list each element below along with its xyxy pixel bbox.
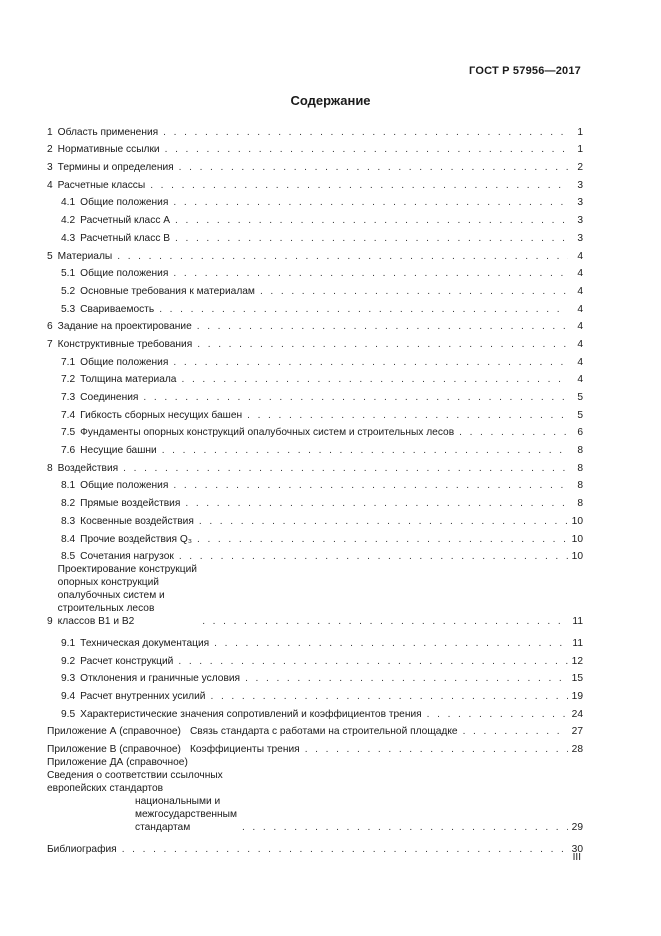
toc-number: 2 [47,144,53,156]
dot-leader [173,196,568,209]
toc-title: Расчет конструкций [80,655,174,667]
toc-number: 9 [47,616,53,628]
dot-leader [427,708,568,721]
dot-leader [173,267,568,280]
toc-entry[interactable] [47,227,583,245]
toc-entry[interactable] [47,209,583,227]
dot-leader [214,637,568,650]
toc-title: Техническая документация [80,637,210,649]
dot-leader [247,409,568,422]
toc-title: Расчет внутренних усилий [80,690,206,702]
toc-title: Общие положения [80,268,169,280]
toc-number: 8.1 [61,480,76,492]
toc-entry[interactable] [47,632,583,650]
toc-page: 1 [577,126,583,138]
toc-entry[interactable] [47,263,583,281]
toc-title-line2: классов В1 и В2 [57,616,135,628]
appendix-label: Приложение В (справочное) [47,744,181,755]
toc-page: 29 [571,822,583,833]
toc-number: 4 [47,179,53,191]
toc-page: 24 [571,708,583,720]
toc-page: 11 [572,616,583,628]
toc-page: 8 [577,445,583,457]
toc-number: 5.1 [61,268,76,280]
dot-leader [199,515,568,528]
toc-entry[interactable] [47,333,583,351]
toc-page: 3 [577,179,583,191]
appendix-label: Приложение А (справочное) [47,726,181,738]
toc-page: 4 [577,321,583,333]
toc-entry[interactable] [47,475,583,493]
toc-title: Прочие воздействия Q₃ [80,533,192,545]
toc-entry[interactable] [47,404,583,422]
toc-number: 5.2 [61,285,76,297]
toc-number: 7.5 [61,427,76,439]
dot-leader [165,143,568,156]
toc-page: 19 [571,690,583,702]
toc-entry[interactable] [47,528,583,546]
toc-number: 9.4 [61,690,76,702]
toc-entry[interactable] [47,156,583,174]
toc-title: Конструктивные требования [57,338,193,350]
toc-title: Нормативные ссылки [57,144,160,156]
dot-leader [179,161,568,174]
toc-number: 9.1 [61,637,76,649]
toc-page: 8 [577,480,583,492]
toc-page: 3 [577,232,583,244]
toc-title: Расчетные классы [57,179,146,191]
toc-page: 5 [577,392,583,403]
standard-designation: ГОСТ Р 57956—2017 [469,65,581,77]
dot-leader [245,672,568,685]
toc-title: Гибкость сборных несущих башен [80,409,243,421]
toc-title-line1-text: Сведения о соответствии ссылочных европейских стандартов [47,770,223,794]
toc-entry-appendix[interactable] [47,721,583,739]
toc-page: 5 [577,409,583,421]
dot-leader [163,126,568,139]
dot-leader [459,426,568,439]
dot-leader [123,462,568,475]
dot-leader [305,743,568,756]
toc-page: 4 [577,303,583,315]
toc-title: Термины и определения [57,162,174,174]
dot-leader [162,444,568,457]
toc-title-line2: национальными и межгосударственным стандартам [135,796,237,833]
dot-leader [179,550,568,563]
toc-entry[interactable] [47,685,583,703]
toc-title: Отклонения и граничные условия [80,673,241,685]
toc-page: 10 [571,551,583,563]
toc-entry[interactable] [47,174,583,192]
dot-leader [173,356,568,369]
toc-title: Косвенные воздействия [80,515,194,527]
toc-number: 8.5 [61,551,76,563]
toc-number: 6 [47,321,53,333]
dot-leader [175,214,568,227]
toc-page: 8 [577,498,583,510]
toc-number: 7.1 [61,356,76,368]
dot-leader [117,250,568,263]
toc-entry[interactable] [47,316,583,334]
toc-title: Сочетания нагрузок [80,551,174,563]
toc-entry[interactable] [47,563,583,632]
toc-title: Толщина материала [80,374,177,386]
table-of-contents [47,121,583,856]
toc-number: 7.3 [61,392,76,403]
toc-entry[interactable] [47,439,583,457]
toc-title [53,563,198,628]
toc-number: 8 [47,462,53,474]
toc-title: Расчетный класс А [80,215,171,227]
toc-entry[interactable] [47,280,583,298]
dot-leader [197,338,568,351]
toc-title: Материалы [57,250,113,262]
dot-leader [197,533,568,546]
toc-number: 7.6 [61,445,76,457]
toc-entry[interactable] [47,492,583,510]
page-title: Содержание [290,93,371,108]
toc-title: Основные требования к материалам [80,285,255,297]
toc-entry[interactable] [47,650,583,668]
toc-entry-bibliography[interactable] [47,838,583,856]
toc-entry[interactable] [47,298,583,316]
dot-leader [143,391,568,404]
toc-title: Общие положения [80,197,169,209]
toc-page: 30 [571,843,583,855]
toc-entry[interactable] [47,386,583,404]
toc-title: Несущие башни [80,445,157,457]
toc-page: 4 [577,285,583,297]
toc-page: 27 [571,726,583,738]
toc-entry[interactable] [47,351,583,369]
toc-entry[interactable] [47,422,583,440]
toc-title: Фундаменты опорных конструкций опалубочных систем и строительных лесов [80,427,455,439]
toc-title-line1 [47,756,237,795]
toc-number: 1 [47,126,53,138]
toc-entry-appendix[interactable] [47,738,583,756]
dot-leader [150,179,568,192]
toc-title: Расчетный класс В [80,232,171,244]
toc-page: 15 [571,673,583,685]
toc-page: 4 [577,250,583,262]
toc-title [47,756,237,834]
toc-page: 4 [577,356,583,368]
toc-number: 9.2 [61,655,76,667]
toc-title: Характеристические значения сопротивлений и коэффициентов трения [80,708,422,720]
toc-title: Воздействия [57,462,119,474]
toc-number: 9.5 [61,708,76,720]
toc-entry[interactable] [47,139,583,157]
toc-page: 2 [577,162,583,174]
toc-number: 4.1 [61,197,76,209]
dot-leader [185,497,568,510]
toc-page: 4 [577,338,583,350]
toc-entry[interactable] [47,668,583,686]
toc-number: 8.2 [61,498,76,510]
dot-leader [260,285,568,298]
dot-leader [202,615,568,628]
toc-title: Прямые воздействия [80,498,181,510]
toc-number: 7.2 [61,374,76,386]
toc-page: 3 [577,197,583,209]
toc-title: Связь стандарта с работами на строительной площадке [189,726,458,738]
toc-number: 8.3 [61,515,76,527]
toc-page: 10 [571,533,583,545]
toc-page: 10 [571,515,583,527]
dot-leader [173,479,568,492]
toc-number: 5.3 [61,303,76,315]
toc-page: 1 [577,144,583,156]
toc-entry[interactable] [47,192,583,210]
toc-title: Задание на проектирование [57,321,192,333]
toc-entry[interactable] [47,369,583,387]
toc-title: Коэффициенты трения [189,744,300,755]
toc-title: Общие положения [80,356,169,368]
toc-title: Библиография [47,843,117,855]
dot-leader [175,232,568,245]
toc-title: Общие положения [80,480,169,492]
dot-leader [181,373,568,386]
toc-page: 4 [577,374,583,386]
toc-number: 8.4 [61,533,76,545]
toc-page: 8 [577,462,583,474]
toc-entry[interactable] [47,703,583,721]
toc-page: 3 [577,215,583,227]
toc-number: 5 [47,250,53,262]
toc-number: 4.2 [61,215,76,227]
toc-number: 7 [47,338,53,350]
toc-page: 28 [571,744,583,755]
toc-title: Свариваемость [80,303,155,315]
toc-number: 4.3 [61,232,76,244]
toc-number: 9.3 [61,673,76,685]
appendix-label: Приложение ДА (справочное) [47,757,188,768]
dot-leader [463,725,568,738]
dot-leader [122,843,568,856]
toc-entry-appendix[interactable] [47,756,583,838]
toc-number: 7.4 [61,409,76,421]
toc-entry[interactable] [47,245,583,263]
dot-leader [178,655,568,668]
dot-leader [242,821,568,834]
toc-entry[interactable] [47,510,583,528]
dot-leader [211,690,569,703]
toc-page: 12 [571,655,583,667]
toc-title: Область применения [57,126,159,138]
toc-entry[interactable] [47,121,583,139]
dot-leader [197,320,568,333]
toc-page: 4 [577,268,583,280]
toc-title: Соединения [80,392,139,403]
dot-leader [159,303,568,316]
page-number: III [572,852,581,863]
toc-entry[interactable] [47,546,583,564]
toc-number: 3 [47,162,53,174]
toc-page: 11 [572,637,583,649]
toc-entry[interactable] [47,457,583,475]
toc-page: 6 [577,427,583,439]
toc-title-line1: Проектирование конструкций опорных конструкций опалубочных систем и строительных лесов [57,564,197,615]
